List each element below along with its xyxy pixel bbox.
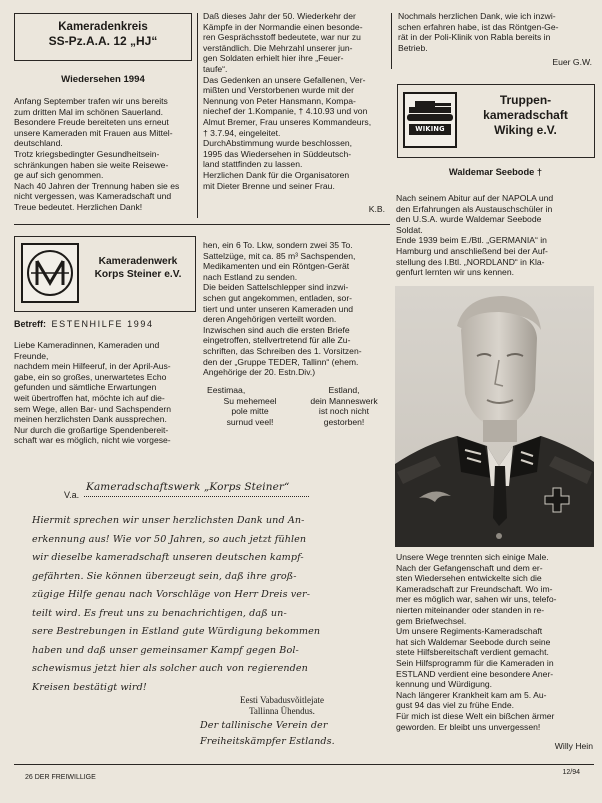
column-rule bbox=[197, 13, 198, 218]
wiking-title-line: Truppen- bbox=[499, 93, 552, 107]
footer-page-number: 26 DER FREIWILLIGE bbox=[25, 774, 96, 781]
col2-line: schen gut angekommen, entladen, sor- bbox=[203, 292, 353, 303]
wiking-line: stete Hilfsbereitschaft verdient gemacht. bbox=[396, 647, 549, 658]
hj-body-line: Nach 40 Jahren der Trennung haben sie es bbox=[14, 180, 180, 191]
steiner-line: gefunden und sämtliche Erwartungen bbox=[14, 382, 157, 393]
wiking-line: den U.S.A. wurde Waldemar Seebode bbox=[396, 214, 542, 225]
poem-line: gestorben! bbox=[323, 416, 365, 427]
steiner-line: Nur durch die großartige Spendenbereit- bbox=[14, 424, 169, 435]
hj-body-line: Besondere Freude bereiteten uns erneut bbox=[14, 117, 169, 128]
wiking-body bbox=[396, 193, 595, 278]
wiking-line: Soldat. bbox=[396, 224, 423, 235]
handwritten-line: schewismus jetzt hier als solcher auch von regierenden bbox=[32, 663, 308, 674]
hj-body-line: Trotz kriegsbedingter Gesundheitsein- bbox=[14, 148, 160, 159]
col2-top-signature: K.B. bbox=[368, 204, 385, 214]
korps-steiner-emblem-icon bbox=[21, 243, 79, 303]
hj-body-line: ge auf sich genommen. bbox=[14, 170, 104, 181]
steiner-line: nachdem mein Hilfeeruf, in der April-Aus- bbox=[14, 361, 171, 372]
wiking-line: Ende 1939 beim E./Btl. „GERMANIA“ in bbox=[396, 235, 547, 246]
wiking-title-line: Wiking e.V. bbox=[494, 123, 557, 137]
wiking-subhead: Waldemar Seebode † bbox=[448, 167, 543, 177]
stamp-line: Eesti Vabadusvõitlejate bbox=[239, 695, 325, 705]
wiking-line: Nach seinem Abitur auf der NAPOLA und bbox=[396, 193, 554, 203]
wiking-line: gust 94 das viel zu frühe Ende. bbox=[396, 700, 515, 711]
wiking-line: Hamburg und anschließend bei der Auf- bbox=[396, 245, 548, 256]
poem-line: Eestimaa, bbox=[207, 385, 246, 395]
steiner-title-line: Kameradenwerk bbox=[98, 256, 178, 267]
col2-line: land stattfinden zu lassen. bbox=[203, 159, 303, 170]
col2-line: schriften, das Schreiben des 1. Vorsitzen- bbox=[203, 345, 362, 356]
wiking-line: Nach der Gefangenschaft und dem er- bbox=[396, 562, 543, 573]
col2-line: Kämpfe in der Normandie einen besonde- bbox=[203, 21, 363, 32]
letter-stamp bbox=[212, 695, 352, 717]
hj-body-line: deutschland. bbox=[14, 138, 63, 149]
steiner-line: sem Wege, allen Bar- und Sachspendern bbox=[14, 403, 172, 414]
wiking-line: genfurt lernten wir uns kennen. bbox=[396, 267, 514, 278]
col2-line: Herzlichen Dank für die Organisatoren bbox=[203, 169, 350, 180]
steiner-line: weit übertroffen hat, möchte ich auf die- bbox=[14, 392, 165, 403]
wiking-line: Kameradschaft zur Freundschaft. Wo im- bbox=[396, 583, 553, 594]
col2-line: niechef der 1.Kompanie, † 4.10.93 und von bbox=[203, 106, 368, 117]
wiking-line: mer es möglich war, sahen wir uns, telefo- bbox=[396, 594, 557, 605]
wiking-logo-text: WIKING bbox=[415, 125, 445, 133]
steiner-body bbox=[14, 340, 196, 446]
steiner-line: schaft war es möglich, nicht wie vorgese- bbox=[14, 435, 171, 446]
tank-icon bbox=[403, 92, 457, 148]
steiner-line: Freunde, bbox=[14, 350, 49, 361]
col2-line: eingetroffen, stellvertretend für alle Zu- bbox=[203, 335, 351, 346]
col2-mid-text bbox=[203, 240, 389, 378]
wiking-line: stellung des I.Btl. „NORDLAND“ in Kla- bbox=[396, 256, 545, 267]
hj-body-line: nicht vergessen, was Kameradschaft und bbox=[14, 191, 172, 202]
col2-line: Almut Bremer, Frau unseres Kommandeurs, bbox=[203, 116, 372, 127]
letter-va-label: V.a. bbox=[64, 490, 80, 500]
wiking-title bbox=[459, 93, 592, 138]
column-rule bbox=[391, 13, 392, 69]
footer-issue: 12/94 bbox=[562, 769, 580, 776]
col2-line: mißten und Verstorbenen wurde mit der bbox=[203, 85, 354, 96]
wiking-line: geworden. Er bleibt uns unvergessen! bbox=[396, 721, 541, 732]
wiking-line: Für mich ist diese Welt ein bißchen ärmer bbox=[396, 710, 555, 721]
address-underline bbox=[84, 496, 309, 497]
letter-handwriting bbox=[32, 512, 392, 697]
col2-line: ren Gesprächsstoff bedeutete, war nur zu bbox=[203, 32, 361, 43]
hj-title-line-2: SS-Pz.A.A. 12 „HJ“ bbox=[48, 34, 158, 48]
steiner-line: Liebe Kameradinnen, Kameraden und bbox=[14, 340, 160, 350]
col2-line: Medikamenten und ein Röntgen-Gerät bbox=[203, 261, 350, 272]
wiking-line: Sein Hilfsprogramm für die Kameraden in bbox=[396, 657, 554, 668]
col3-line: schen erfahren habe, ist das Röntgen-Ge- bbox=[398, 21, 559, 32]
col2-line: den der „Gruppe TEDER, Tallinn“ (ehem. bbox=[203, 356, 359, 367]
handwritten-line: haben und daß unser gemeinsamer Kampf gegen Bol- bbox=[32, 644, 299, 656]
hj-body-line: unsere Kameraden mit Frauen aus Mittel- bbox=[14, 127, 173, 138]
col3-line: Nochmals herzlichen Dank, wie ich inzwi- bbox=[398, 11, 556, 21]
handwritten-line: sere Bestrebungen in Estland gute Würdigung bekommen bbox=[32, 626, 321, 637]
handwritten-line: teilt wird. Es freut uns zu benachrichtigen, daß un- bbox=[32, 607, 287, 619]
wiking-signature: Willy Hein bbox=[554, 741, 593, 751]
steiner-logo bbox=[21, 243, 79, 303]
col2-line: nach Estland zu senden. bbox=[203, 271, 298, 282]
poem-german bbox=[298, 385, 390, 427]
poem-line: pole mitte bbox=[231, 406, 269, 417]
steiner-title-line: Korps Steiner e.V. bbox=[94, 269, 182, 280]
wiking-body-2 bbox=[396, 552, 595, 732]
letter-address: Kameradschaftswerk „Korps Steiner“ bbox=[86, 481, 290, 493]
col2-line: Sattelzüge, mit ca. 85 m³ Sachspenden, bbox=[203, 250, 356, 261]
poem-line: surnud veel! bbox=[226, 416, 274, 427]
hj-body-line: schränkungen haben sie weite Reisewe- bbox=[14, 159, 169, 170]
col2-line: verständlich. Die Mehrzahl unserer jun- bbox=[203, 42, 353, 53]
col2-line: tiert und unter unseren Kameraden und bbox=[203, 303, 354, 314]
separator bbox=[14, 224, 390, 225]
poem-estonian bbox=[205, 385, 295, 427]
col3-top-text bbox=[398, 11, 593, 53]
hj-title bbox=[14, 20, 192, 48]
poem-line: Estland, bbox=[328, 385, 360, 395]
steiner-line: gabe, ein so großes, unerwartetes Echo bbox=[14, 371, 167, 382]
col2-line: hen, ein 6 To. Lkw, sondern zwei 35 To. bbox=[203, 240, 353, 250]
wiking-title-line: kameradschaft bbox=[483, 108, 568, 122]
hj-body bbox=[14, 96, 194, 213]
col3-line: rät in der Poli-Klinik von Rabla bereits in bbox=[398, 32, 551, 43]
hj-body-line: Treue bedeutet. Herzlichen Dank! bbox=[14, 201, 143, 212]
poem-line: dein Manneswerk bbox=[310, 395, 378, 406]
signature-line: Der tallinische Verein der bbox=[200, 720, 328, 731]
col2-line: † 3.7.94, eingeleitet. bbox=[203, 127, 281, 138]
col2-line: 1995 das Wiedersehen in Süddeutsch- bbox=[203, 148, 352, 159]
portrait-photo bbox=[395, 286, 594, 547]
steiner-title bbox=[82, 255, 194, 281]
wiking-logo bbox=[403, 92, 457, 148]
stamp-line: Tallinna Ühendus. bbox=[249, 706, 315, 716]
steiner-betreff bbox=[14, 319, 204, 330]
col2-line: Angehörige der 20. Estn.Div.) bbox=[203, 367, 316, 378]
wiking-line: Nach längerer Krankheit kam am 5. Au- bbox=[396, 689, 547, 700]
col2-top-text bbox=[203, 11, 386, 191]
wiking-line: kennung und Würdigung. bbox=[396, 679, 493, 690]
col3-top-signature: Euer G.W. bbox=[552, 57, 592, 67]
poem-line: ist noch nicht bbox=[318, 406, 370, 417]
col2-line: Inzwischen sind auch die ersten Briefe bbox=[203, 324, 350, 335]
poem-line: Su mehemeel bbox=[223, 395, 277, 406]
wiking-line: Unsere Wege trennten sich einige Male. bbox=[396, 552, 549, 562]
col2-line: deren Angehörigen verteilt worden. bbox=[203, 314, 337, 325]
hj-title-line-1: Kameradenkreis bbox=[58, 21, 148, 33]
wiking-line: hat sich Waldemar Seebode durch seine bbox=[396, 636, 551, 647]
wiking-line: nierten miteinander oder standen in re- bbox=[396, 604, 545, 615]
col2-line: Nennung von Peter Hansmann, Kompa- bbox=[203, 95, 356, 106]
handwritten-line: Hiermit sprechen wir unser herzlichsten Dank und An- bbox=[32, 515, 305, 526]
soldier-portrait-image bbox=[395, 286, 594, 547]
col2-line: DurchAbstimmung wurde beschlossen, bbox=[203, 138, 353, 149]
hj-body-line: Anfang September trafen wir uns bereits bbox=[14, 96, 168, 106]
wiking-line: gem Briefwechsel. bbox=[396, 615, 467, 626]
wiking-line: sten Wiedersehen entwickelte sich die bbox=[396, 573, 542, 584]
signature-line: Freiheitskämpfer Estlands. bbox=[200, 736, 335, 747]
hj-body-line: zum dritten Mal im schönen Sauerland. bbox=[14, 106, 164, 117]
handwritten-line: zügige Hilfe genau nach Vorschläge von Herr Dreis ver- bbox=[32, 589, 311, 600]
wiking-line: Um unsere Regiments-Kameradschaft bbox=[396, 626, 543, 637]
footer-rule bbox=[14, 764, 594, 765]
col2-line: Daß dieses Jahr der 50. Wiederkehr der bbox=[203, 11, 356, 21]
col2-line: Das Gedenken an unsere Gefallenen, Ver- bbox=[203, 74, 366, 85]
betreff-label: Betreff: bbox=[14, 319, 47, 329]
wiking-line: ESTLAND verdient eine besondere Aner- bbox=[396, 668, 554, 679]
handwritten-line: wir dieselbe kameradschaft unseren deutschen kampf- bbox=[32, 552, 304, 563]
col3-line: Betrieb. bbox=[398, 42, 428, 53]
letter-signature bbox=[200, 718, 390, 750]
col2-line: Die beiden Sattelschlepper sind inzwi- bbox=[203, 282, 349, 293]
betreff-value: ESTENHILFE 1994 bbox=[51, 319, 154, 329]
handwritten-line: erkennung aus! Wie vor 50 Jahren, so auch jetzt fühlen bbox=[32, 533, 307, 545]
wiking-line: den Erfahrungen als Austauschschüler in bbox=[396, 203, 553, 214]
col2-line: mit Dieter Brenne und seiner Frau. bbox=[203, 180, 335, 191]
handwritten-line: gefährten. Sie können überzeugt sein, daß ihre groß- bbox=[32, 570, 297, 582]
col2-line: gen Soldaten erhielt hier ihre „Feuer- bbox=[203, 53, 344, 64]
steiner-line: meinen herzlichsten Dank aussprechen. bbox=[14, 414, 167, 425]
col2-line: taufe“. bbox=[203, 63, 228, 74]
hj-subhead: Wiedersehen 1994 bbox=[61, 74, 145, 85]
handwritten-line: Kreisen bestätigt wird! bbox=[32, 681, 147, 693]
